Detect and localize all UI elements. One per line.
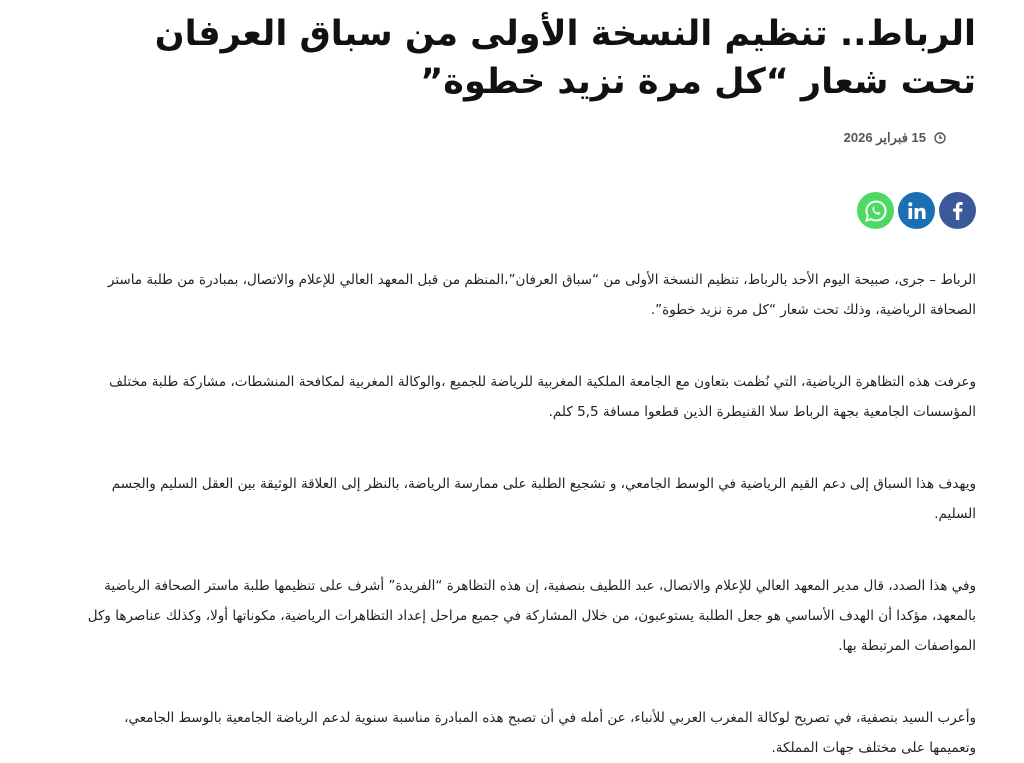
whatsapp-icon [863,198,889,224]
paragraph: الرباط – جرى، صبيحة اليوم الأحد بالرباط، تنظيم النسخة الأولى من “سباق العرفان”،المنظم من قبل المعهد العالي للإعلام والاتصال، بمبادرة من طلبة ماستر الصحافة الرياضية، وذلك تحت شعار “كل مرة نزيد خطوة”. [107,272,976,318]
paragraph: وفي هذا الصدد، قال مدير المعهد العالي للإعلام والاتصال، عبد اللطيف بنصفية، إن هذه التظاهرة “الفريدة” أشرف على تنظيمها طلبة ماستر الصحافة الرياضية بالمعهد، مؤكدا أن الهدف الأساسي هو جعل الطلبة يستوعبون، من خلال المشاركة في جميع مراحل إعداد التظاهرات الرياضية، مكوناتها أولا، وكذلك عناصرها وكل المواصفات المرتبطة بها. [87,578,976,654]
linkedin-icon [906,200,928,222]
publish-date: 15 فبراير 2026 [843,130,926,145]
facebook-share-button[interactable] [939,192,976,229]
whatsapp-share-button[interactable] [857,192,894,229]
paragraph: ويهدف هذا السباق إلى دعم القيم الرياضية في الوسط الجامعي، و تشجيع الطلبة على ممارسة الرياضة، بالنظر إلى العلاقة الوثيقة بين العقل السليم والجسم السليم. [111,476,976,522]
article-meta [80,130,976,146]
clock-icon [934,132,946,144]
facebook-icon [947,200,969,222]
paragraph: وأعرب السيد بنصفية، في تصريح لوكالة المغرب العربي للأنباء، عن أمله في أن تصبح هذه المبادرة مناسبة سنوية لدعم الرياضة الجامعية بالوسط الجامعي، وتعميمها على مختلف جهات المملكة. [124,710,976,756]
article-body [80,265,976,763]
article-title: الرباط.. تنظيم النسخة الأولى من سباق العرفان تحت شعار “كل مرة نزيد خطوة” [154,14,976,102]
paragraph: وعرفت هذه التظاهرة الرياضية، التي نُظمت بتعاون مع الجامعة الملكية المغربية للرياضة للجميع ،والوكالة المغربية لمكافحة المنشطات، مشاركة طلبة مختلف المؤسسات الجامعية بجهة الرباط سلا القنيطرة الذين قطعوا مسافة 5,5 كلم. [108,374,976,420]
linkedin-share-button[interactable] [898,192,935,229]
share-buttons [80,192,976,229]
